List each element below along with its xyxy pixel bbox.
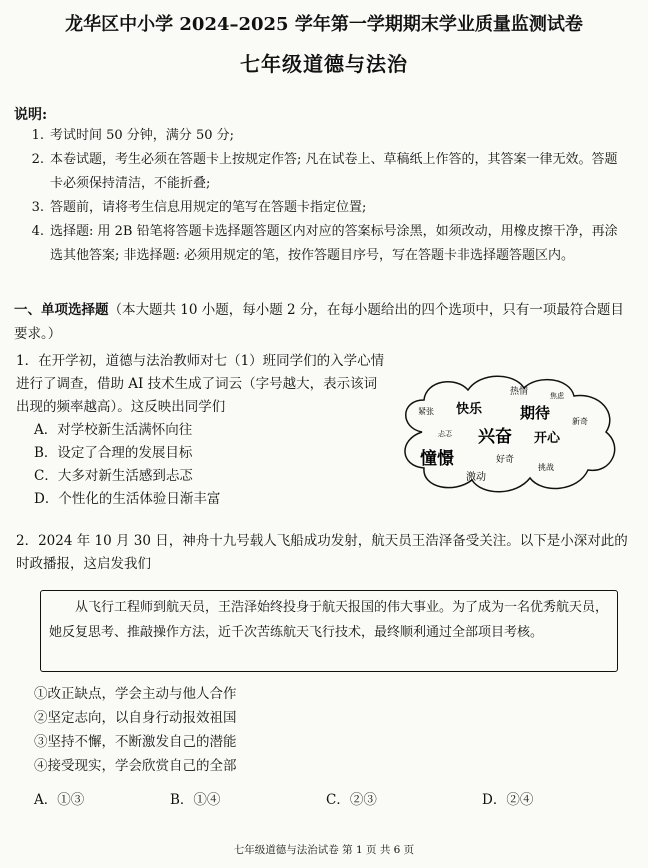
word-cloud-figure xyxy=(392,370,628,498)
q2-statements xyxy=(34,682,237,778)
instruction-item: 2. 本卷试题，考生必须在答题卡上按规定作答; 凡在试卷上、草稿纸上作答的，其答案一律无效。答题卡必须保持清洁，不能折叠; xyxy=(31,152,618,191)
news-broadcast-text: 从飞行工程师到航天员，王浩泽始终投身于航天报国的伟大事业。为了成为一名优秀航天员，她反复思考、推敲操作方法，近千次苦练航天飞行技术，最终顺利通过全部项目考核。 xyxy=(49,600,609,640)
q2-statement: ④接受现实，学会欣赏自己的全部 xyxy=(34,758,237,774)
word-qidai: 期待 xyxy=(520,404,551,422)
instruction-item: 3. 答题前，请将考生信息用规定的笔写在答题卡指定位置; xyxy=(31,200,367,215)
question-1 xyxy=(16,350,388,511)
word-chongjing: 憧憬 xyxy=(420,449,454,469)
q2-statement: ②坚定志向，以自身行动报效祖国 xyxy=(34,710,237,726)
subject-title: 七年级道德与法治 xyxy=(240,52,408,76)
question-1-stem: 1．在开学初，道德与法治教师对七（1）班同学们的入学心情进行了调查，借助 AI 技术生成了词云（字号越大，表示该词出现的频率越高）。这反映出同学们 xyxy=(16,353,385,415)
exam-title: 龙华区中小学 2024–2025 学年第一学期期末学业质量监测试卷 xyxy=(65,14,583,35)
section-description: （本大题共 10 小题，每小题 2 分，在每小题给出的四个选项中，只有一项最符合题目要求。） xyxy=(14,302,624,342)
q1-option-c: C．大多对新生活感到忐忑 xyxy=(34,468,193,484)
instructions-list xyxy=(18,124,628,268)
instruction-item: 1. 考试时间 50 分钟，满分 50 分; xyxy=(31,128,234,143)
word-kaixin: 开心 xyxy=(534,431,561,446)
section-heading: 一、单项选择题 xyxy=(14,302,109,318)
q2-statement: ①改正缺点，学会主动与他人合作 xyxy=(34,686,237,702)
word-jidong: 激动 xyxy=(466,472,486,483)
page-footer: 七年级道德与法治试卷 第 1 页 共 6 页 xyxy=(233,844,415,856)
q2-option-d: D．②④ xyxy=(482,792,534,808)
q2-option-c: C．②③ xyxy=(326,792,377,808)
word-jiaolu: 焦虑 xyxy=(550,392,564,400)
q2-statement: ③坚持不懈，不断激发自己的潜能 xyxy=(34,734,237,750)
word-reqing: 热情 xyxy=(510,387,529,397)
word-tiaozhan: 挑战 xyxy=(538,463,554,472)
q2-option-b: B．①④ xyxy=(170,792,221,808)
question-2-stem: 2．2024 年 10 月 30 日，神舟十九号载人飞船成功发射，航天员王浩泽备受关注。以下是小深对此的时政播报，这启发我们 xyxy=(16,533,628,572)
word-xinqi: 新奇 xyxy=(572,417,588,426)
word-kuaile: 快乐 xyxy=(456,402,483,417)
q1-option-a: A．对学校新生活满怀向往 xyxy=(34,422,193,438)
word-tante: 忐忑 xyxy=(438,430,452,438)
news-broadcast-box xyxy=(40,590,618,672)
word-xingfen: 兴奋 xyxy=(478,427,512,447)
section-header xyxy=(14,298,634,346)
word-jinzhang: 紧张 xyxy=(418,407,434,416)
q2-option-a: A．①③ xyxy=(34,792,85,808)
instruction-item: 4. 选择题: 用 2B 铅笔将答题卡选择题答题区内对应的答案标号涂黑，如须改动，用橡皮擦干净，再涂选其他答案; 非选择题: 必须用规定的笔，按作答题目序号，写在答题卡非选择题答题区内。 xyxy=(31,224,618,263)
q1-option-b: B．设定了合理的发展目标 xyxy=(34,445,193,461)
q1-option-d: D．个性化的生活体验日渐丰富 xyxy=(34,491,221,507)
word-haoqi: 好奇 xyxy=(496,455,515,465)
instructions-label: 说明: xyxy=(14,107,48,123)
